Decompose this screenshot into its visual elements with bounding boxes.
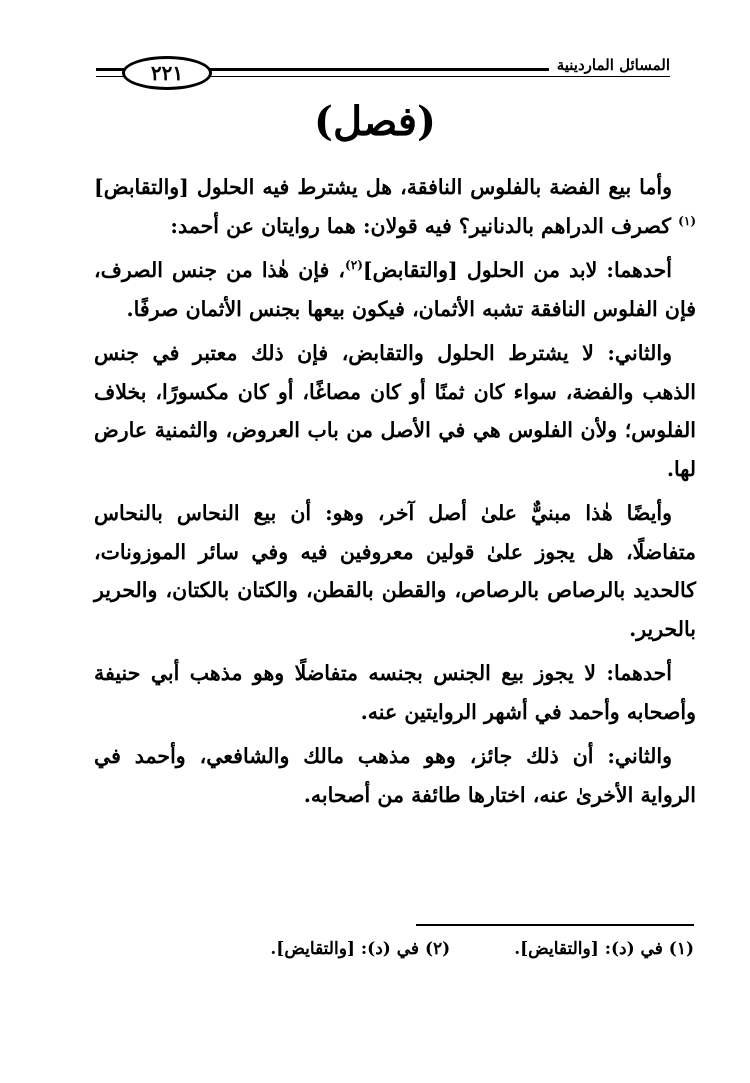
footnote-separator <box>416 924 694 926</box>
footnote-ref: (١) <box>678 213 696 228</box>
paragraph <box>94 654 696 731</box>
running-title: المسائل الماردينية <box>549 56 670 74</box>
paragraph <box>94 334 696 488</box>
paragraph <box>94 168 696 245</box>
paragraph <box>94 251 696 328</box>
paragraph <box>94 494 696 648</box>
footnotes <box>134 934 694 964</box>
body-text <box>94 168 696 820</box>
page-header <box>96 54 670 94</box>
section-title: (فصل) <box>314 98 436 145</box>
footnote-ref: (٢) <box>345 258 363 273</box>
footnote-1: (١) في (د): [والتقايض]. <box>514 939 694 959</box>
paragraph-text: أحدهما: لابد من الحلول [والتقابض] <box>362 258 672 282</box>
paragraph-text: ، فإن هٰذا من جنس الصرف، فإن الفلوس النافقة تشبه الأثمان، فيكون بيعها بجنس الأثمان صرفًا. <box>94 258 696 321</box>
paragraph-text: وأما بيع الفضة بالفلوس النافقة، هل يشترط فيه الحلول [والتقابض] <box>94 175 672 199</box>
footnote-2: (٢) في (د): [والتقايض]. <box>270 939 451 959</box>
paragraph-text: أحدهما: لا يجوز بيع الجنس بجنسه متفاضلًا وهو مذهب أبي حنيفة وأصحابه وأحمد في أشهر الروايتين عنه. <box>94 661 696 724</box>
paragraph <box>94 737 696 814</box>
paragraph-text: والثاني: أن ذلك جائز، وهو مذهب مالك والشافعي، وأحمد في الرواية الأخرىٰ عنه، اختارها طائفة من أصحابه. <box>94 744 696 807</box>
paragraph-text: والثاني: لا يشترط الحلول والتقابض، فإن ذلك معتبر في جنس الذهب والفضة، سواء كان ثمنًا أو كان مصاغًا، أو كان مكسورًا، بخلاف الفلوس؛ ولأن الفلوس هي في الأصل من باب العروض، والثمنية عارض لها. <box>94 341 696 481</box>
paragraph-text: كصرف الدراهم بالدنانير؟ فيه قولان: هما روايتان عن أحمد: <box>170 213 679 238</box>
page-number: ٢٢١ <box>122 56 212 90</box>
paragraph-text: وأيضًا هٰذا مبنيٌّ علىٰ أصل آخر، وهو: أن بيع النحاس بالنحاس متفاضلًا، هل يجوز علىٰ قولين معروفين فيه وفي سائر الموزونات، كالحديد بالرصاص بالرصاص، والقطن بالقطن، والكتان بالكتان، والحرير بالحرير. <box>94 501 696 641</box>
